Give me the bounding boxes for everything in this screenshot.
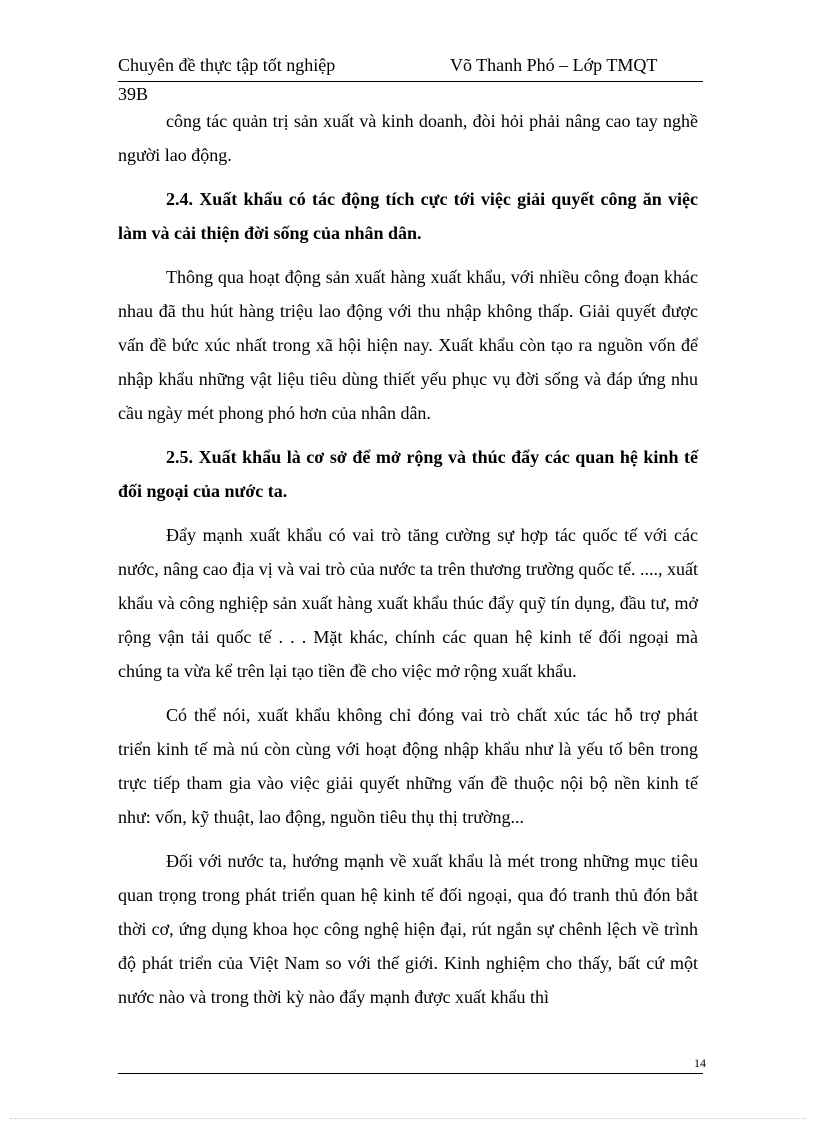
paragraph-continuation: công tác quản trị sản xuất và kinh doanh, đòi hỏi phải nâng cao tay nghề người lao động. bbox=[118, 111, 698, 165]
page-bottom-border bbox=[10, 1118, 806, 1119]
paragraph-vietnam-export: Đối với nước ta, hướng mạnh về xuất khẩu là mét trong những mục tiêu quan trọng trong phát triển quan hệ kinh tế đối ngoại, qua đó tranh thủ đón bắt thời cơ, ứng dụng khoa học công nghệ hiện đại, rút ngắn sự chênh lệch về trình độ phát triển của Việt Nam so với thế giới. Kinh nghiệm cho thấy, bất cứ một nước nào và trong thời kỳ nào đẩy mạnh được xuất khẩu thì bbox=[118, 851, 698, 1007]
page-header bbox=[118, 51, 703, 104]
paragraph-foreign-relations: Đẩy mạnh xuất khẩu có vai trò tăng cường sự hợp tác quốc tế với các nước, nâng cao địa vị và vai trò của nước ta trên thương trường quốc tế. ...., xuất khẩu và công nghiệp sản xuất hàng xuất khẩu thúc đẩy quỹ tín dụng, đầu tư, mở rộng vận tải quốc tế . . . Mặt khác, chính các quan hệ kinh tế đối ngoại mà chúng ta vừa kể trên lại tạo tiền đề cho việc mở rộng xuất khẩu. bbox=[118, 525, 698, 681]
header-document-title: Chuyên đề thực tập tốt nghiệp 39B bbox=[118, 55, 336, 104]
paragraph-employment: Thông qua hoạt động sản xuất hàng xuất khẩu, với nhiều công đoạn khác nhau đã thu hút hàng triệu lao động với thu nhập không thấp. Giải quyết được vấn đề bức xúc nhất trong xã hội hiện nay. Xuất khẩu còn tạo ra nguồn vốn để nhập khẩu những vật liệu tiêu dùng thiết yếu phục vụ đời sống và đáp ứng nhu cầu ngày mét phong phó hơn của nhân dân. bbox=[118, 267, 698, 423]
section-heading-2-4: 2.4. Xuất khẩu có tác động tích cực tới việc giải quyết công ăn việc làm và cải thiện đời sống của nhân dân. bbox=[118, 189, 698, 243]
page-number: 14 bbox=[694, 1056, 706, 1070]
footer-rule bbox=[118, 1073, 703, 1074]
section-heading-2-5: 2.5. Xuất khẩu là cơ sở để mở rộng và thúc đẩy các quan hệ kinh tế đối ngoại của nước ta. bbox=[118, 447, 698, 501]
header-rule bbox=[118, 81, 703, 82]
document-body bbox=[118, 104, 698, 1024]
paragraph-catalyst: Có thể nói, xuất khẩu không chỉ đóng vai trò chất xúc tác hỗ trợ phát triển kinh tế mà nú còn cùng với hoạt động nhập khẩu như là yếu tố bên trong trực tiếp tham gia vào việc giải quyết những vấn đề thuộc nội bộ nền kinh tế như: vốn, kỹ thuật, lao động, nguồn tiêu thụ thị trường... bbox=[118, 705, 698, 827]
header-author-class: Võ Thanh Phó – Lớp TMQT bbox=[450, 55, 658, 75]
